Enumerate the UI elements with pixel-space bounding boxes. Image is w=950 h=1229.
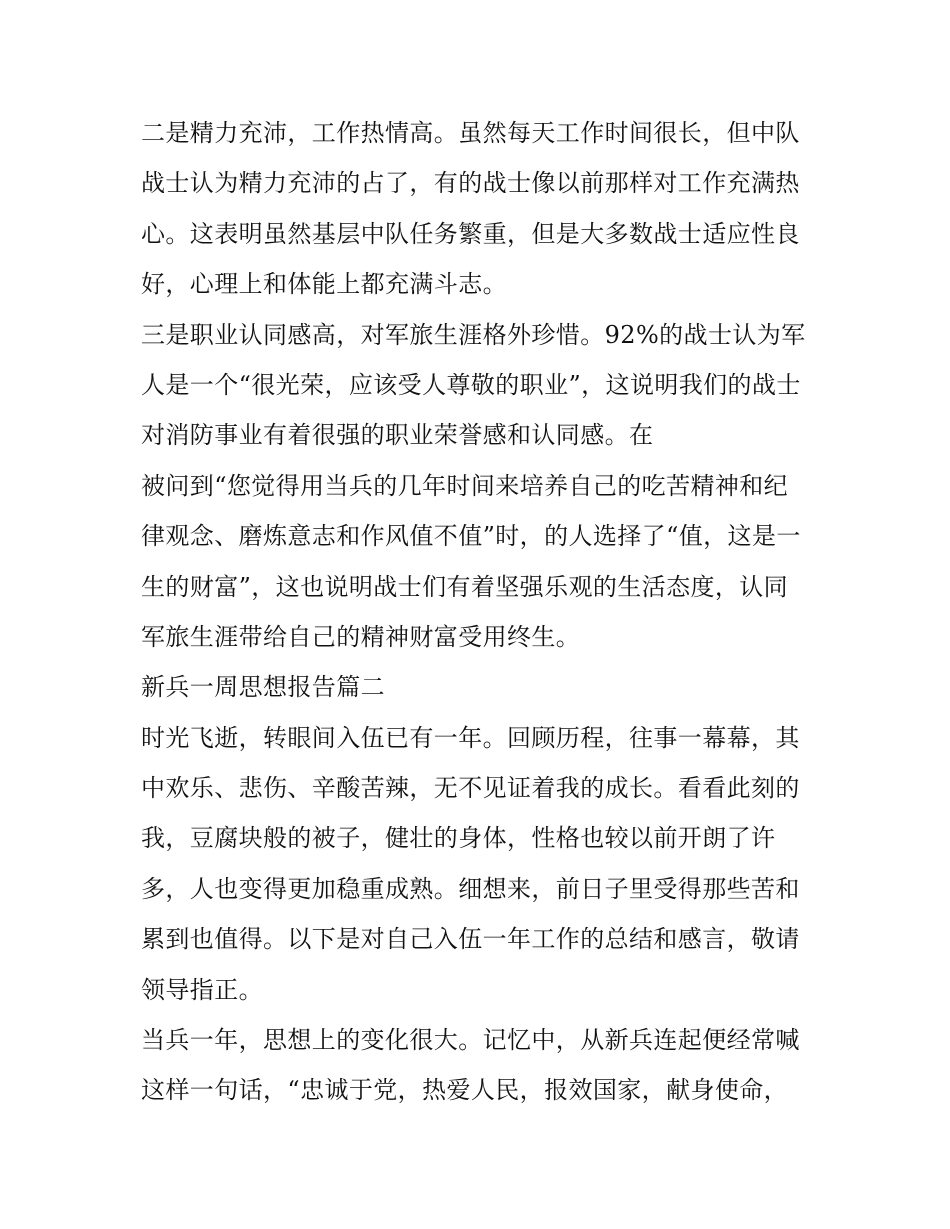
- text-line: 当兵一年，思想上的变化很大。记忆中，从新兵连起便经常喊: [141, 1026, 800, 1055]
- text-line: 领导指正。: [141, 975, 263, 1004]
- body-text: [141, 108, 821, 1116]
- section-heading: 新兵一周思想报告篇二: [141, 673, 385, 702]
- text-line: 三是职业认同感高，对军旅生涯格外珍惜。92%的战士认为军: [141, 320, 806, 349]
- text-line: 我，豆腐块般的被子，健壮的身体，性格也较以前开朗了许: [141, 824, 776, 853]
- text-line: 这样一句话，“忠诚于党，热爱人民，报效国家，献身使命，: [141, 1076, 789, 1105]
- text-line: 军旅生涯带给自己的精神财富受用终生。: [141, 622, 581, 651]
- text-line: 对消防事业有着很强的职业荣誉感和认同感。在: [141, 421, 654, 450]
- text-line: 累到也值得。以下是对自己入伍一年工作的总结和感言，敬请: [141, 925, 800, 954]
- text-line: 律观念、磨炼意志和作风值不值”时，的人选择了“值，这是一: [141, 522, 801, 551]
- text-line: 好，心理上和体能上都充满斗志。: [141, 270, 507, 299]
- text-line: 战士认为精力充沛的占了，有的战士像以前那样对工作充满热: [141, 169, 800, 198]
- text-line: 中欢乐、悲伤、辛酸苦辣，无不见证着我的成长。看看此刻的: [141, 774, 800, 803]
- text-line: 二是精力充沛，工作热情高。虽然每天工作时间很长，但中队: [141, 119, 800, 147]
- text-line: 多，人也变得更加稳重成熟。细想来，前日子里受得那些苦和: [141, 874, 800, 903]
- text-line: 生的财富”，这也说明战士们有着坚强乐观的生活态度，认同: [141, 572, 789, 601]
- text-line: 被问到“您觉得用当兵的几年时间来培养自己的吃苦精神和纪: [141, 471, 789, 500]
- text-line: 心。这表明虽然基层中队任务繁重，但是大多数战士适应性良: [141, 219, 800, 248]
- text-line: 时光飞逝，转眼间入伍已有一年。回顾历程，往事一幕幕，其: [141, 723, 800, 752]
- text-line: 人是一个“很光荣，应该受人尊敬的职业”，这说明我们的战士: [141, 370, 801, 399]
